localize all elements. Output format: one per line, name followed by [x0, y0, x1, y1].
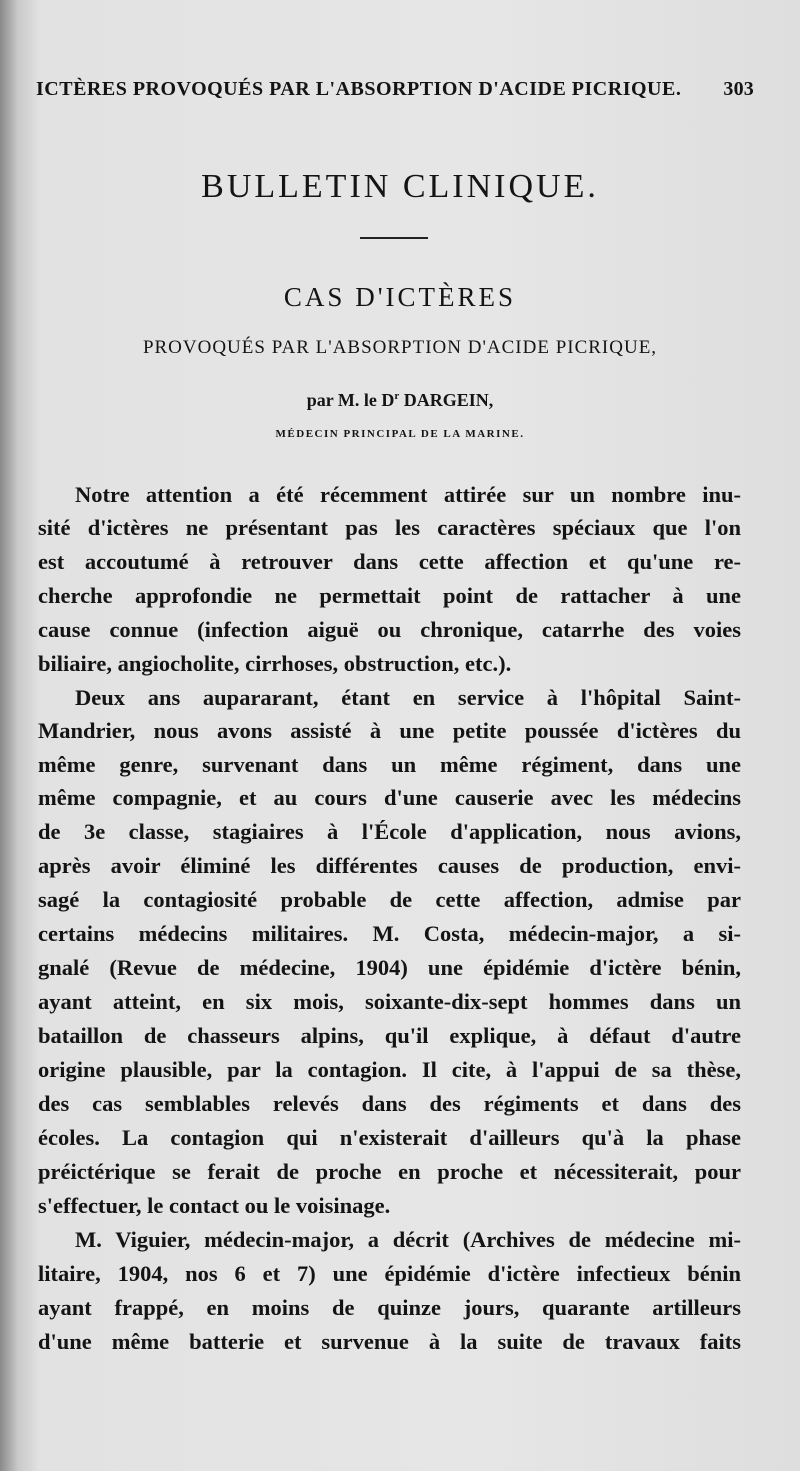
article-subtitle: PROVOQUÉS PAR L'ABSORPTION D'ACIDE PICRIQUE,	[142, 337, 658, 358]
page-number: 303	[723, 78, 754, 100]
body-line: ayant atteint, en six mois, soixante-dix-sept hommes dans un	[38, 989, 741, 1014]
body-line: certains médecins militaires. M. Costa, médecin-major, a si-	[38, 921, 741, 946]
article-title: CAS D'ICTÈRES	[283, 282, 517, 312]
byline-superscript: r	[394, 390, 400, 402]
body-line: Mandrier, nous avons assisté à une petite poussée d'ictères du	[38, 718, 741, 743]
byline-prefix: par M. le D	[306, 390, 395, 410]
author-name: DARGEIN,	[403, 390, 494, 410]
body-line: bataillon de chasseurs alpins, qu'il explique, à défaut d'autre	[38, 1023, 741, 1048]
section-title: BULLETIN CLINIQUE.	[201, 168, 599, 205]
body-line: Notre attention a été récemment attirée sur un nombre inu-	[75, 482, 741, 507]
author-affiliation: MÉDECIN PRINCIPAL DE LA MARINE.	[275, 428, 525, 440]
running-head	[36, 78, 754, 101]
body-line: est accoutumé à retrouver dans cette affection et qu'une re-	[38, 549, 741, 574]
body-line: après avoir éliminé les différentes causes de production, envi-	[38, 853, 741, 878]
running-head-title: ICTÈRES PROVOQUÉS PAR L'ABSORPTION D'ACIDE PICRIQUE.	[36, 78, 682, 100]
author-byline	[0, 390, 800, 411]
body-line: même genre, survenant dans un même régiment, dans une	[38, 752, 741, 777]
body-line: cause connue (infection aiguë ou chronique, catarrhe des voies	[38, 617, 741, 642]
body-line: des cas semblables relevés dans des régiments et dans des	[38, 1091, 741, 1116]
body-line: cherche approfondie ne permettait point de rattacher à une	[38, 583, 741, 608]
body-line: M. Viguier, médecin-major, a décrit (Archives de médecine mi-	[75, 1227, 741, 1252]
body-line: Deux ans aupararant, étant en service à l'hôpital Saint-	[75, 685, 741, 710]
body-line: sité d'ictères ne présentant pas les caractères spéciaux que l'on	[38, 515, 741, 540]
body-line: origine plausible, par la contagion. Il cite, à l'appui de sa thèse,	[38, 1057, 741, 1082]
body-line: ayant frappé, en moins de quinze jours, quarante artilleurs	[38, 1295, 741, 1320]
body-line: litaire, 1904, nos 6 et 7) une épidémie d'ictère infectieux bénin	[38, 1261, 741, 1286]
body-line: écoles. La contagion qui n'existerait d'ailleurs qu'à la phase	[38, 1125, 741, 1150]
body-line: préictérique se ferait de proche en proche et nécessiterait, pour	[38, 1159, 741, 1184]
body-line: de 3e classe, stagiaires à l'École d'application, nous avions,	[38, 819, 741, 844]
body-line: s'effectuer, le contact ou le voisinage.	[38, 1193, 391, 1218]
body-line: même compagnie, et au cours d'une causerie avec les médecins	[38, 785, 741, 810]
title-divider	[360, 237, 428, 239]
body-line: sagé la contagiosité probable de cette affection, admise par	[38, 887, 741, 912]
body-line: biliaire, angiocholite, cirrhoses, obstruction, etc.).	[38, 651, 512, 676]
body-line: d'une même batterie et survenue à la suite de travaux faits	[38, 1329, 741, 1354]
body-line: gnalé (Revue de médecine, 1904) une épidémie d'ictère bénin,	[38, 955, 741, 980]
